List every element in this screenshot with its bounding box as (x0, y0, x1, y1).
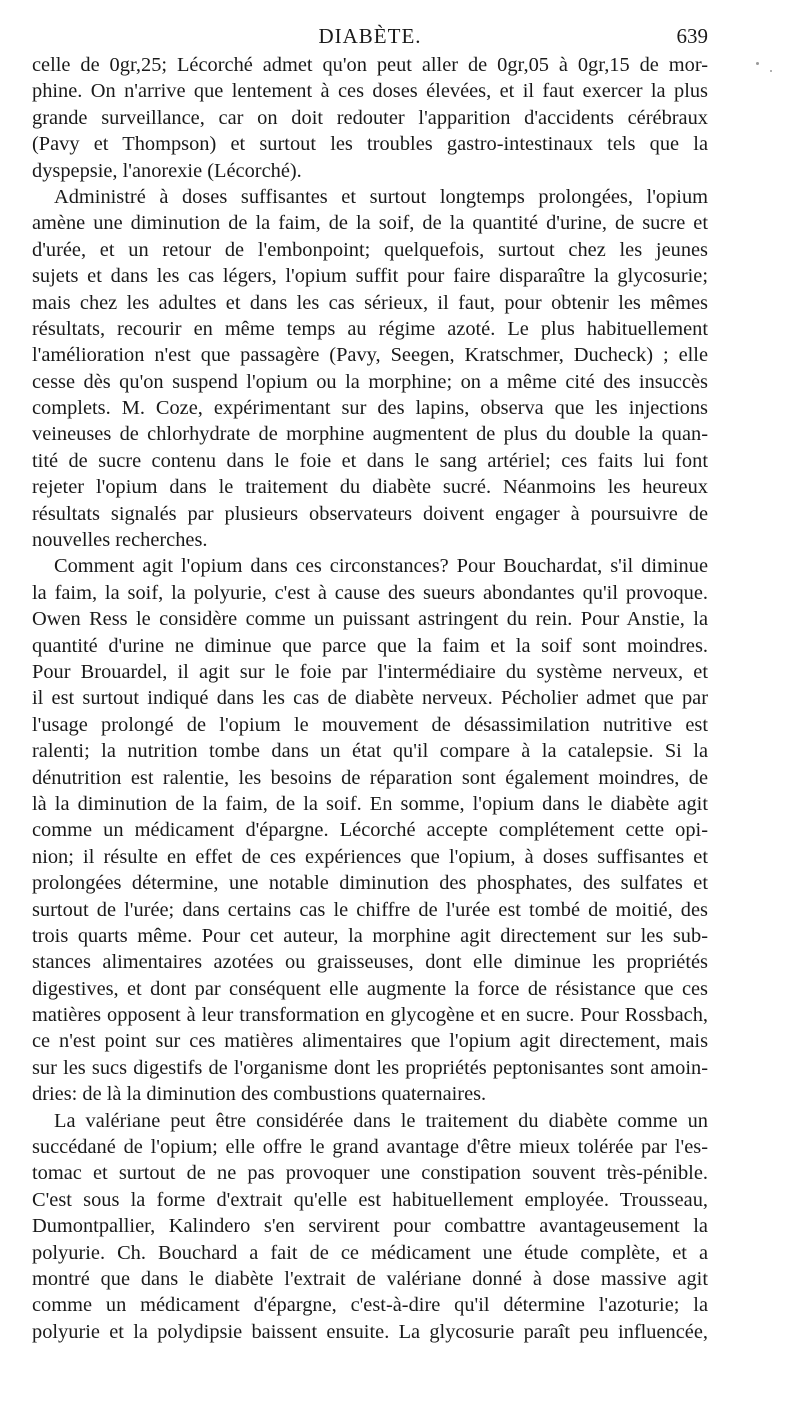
running-title: DIABÈTE. (318, 24, 422, 48)
page-number: 639 (676, 24, 708, 48)
text-line: dénutrition est ralentie, les besoins de réparation sont également moindres, de (32, 766, 708, 789)
text-line: phine. On n'arrive que lentement à ces doses élevées, et il faut exercer la plus (32, 80, 708, 103)
text-line: complets. M. Coze, expérimentant sur des lapins, observa que les injections (32, 397, 708, 420)
text-line: nion; il résulte en effet de ces expériences que l'opium, à doses suffisantes et (32, 845, 708, 868)
text-line: cesse dès qu'on suspend l'opium ou la morphine; on a même cité des insuccès (32, 370, 708, 393)
text-line: Owen Ress le considère comme un puissant astringent du rein. Pour Anstie, la (32, 608, 708, 631)
text-line: mais chez les adultes et dans les cas sérieux, il faut, pour obtenir les mêmes (32, 291, 708, 314)
text-line: Comment agit l'opium dans ces circonstances? Pour Bouchardat, s'il diminue (54, 555, 708, 578)
text-line: montré que dans le diabète l'extrait de valériane donné à dose massive agit (32, 1267, 708, 1290)
text-line: rejeter l'opium dans le traitement du diabète sucré. Néanmoins les heureux (32, 476, 708, 499)
text-line: Administré à doses suffisantes et surtout longtemps prolongées, l'opium (54, 185, 708, 208)
text-line: il est surtout indiqué dans les cas de diabète nerveux. Pécholier admet que par (32, 687, 708, 710)
text-line: prolongées détermine, une notable diminution des phosphates, des sulfates et (32, 872, 708, 895)
text-line: ce n'est point sur ces matières alimentaires que l'opium agit directement, mais (32, 1030, 708, 1053)
text-line: comme un médicament d'épargne, c'est-à-dire qu'il détermine l'azoturie; la (32, 1294, 708, 1317)
text-line: tité de sucre contenu dans le foie et dans le sang artériel; ces faits lui font (32, 449, 708, 472)
text-line: C'est sous la forme d'extrait qu'elle est habituellement employée. Trousseau, (32, 1188, 708, 1211)
text-line: d'urée, et un retour de l'embonpoint; quelquefois, surtout chez les jeunes (32, 238, 708, 261)
text-line: sur les sucs digestifs de l'organisme dont les propriétés peptonisantes sont amoin- (32, 1056, 708, 1079)
text-line: nouvelles recherches. (32, 529, 208, 552)
text-line: La valériane peut être considérée dans le traitement du diabète comme un (54, 1109, 708, 1132)
text-line: comme un médicament d'épargne. Lécorché accepte complétement cette opi- (32, 819, 708, 842)
text-line: veineuses de chlorhydrate de morphine augmentent de plus du double la quan- (32, 423, 708, 446)
text-line: ralenti; la nutrition tombe dans un état qu'il compare à la catalepsie. Si la (32, 740, 708, 763)
text-line: matières opposent à leur transformation en glycogène et en sucre. Pour Rossbach, (32, 1004, 708, 1027)
text-line: polyurie et la polydipsie baissent ensuite. La glycosurie paraît peu influencée, (32, 1320, 708, 1343)
text-line: succédané de l'opium; elle offre le grand avantage d'être mieux tolérée par l'es- (32, 1136, 708, 1159)
text-line: surtout de l'urée; dans certains cas le chiffre de l'urée est tombé de moitié, des (32, 898, 708, 921)
text-line: (Pavy et Thompson) et surtout les troubles gastro-intestinaux tels que la (32, 133, 708, 156)
text-line: stances alimentaires azotées ou graisseuses, dont elle diminue les propriétés (32, 951, 708, 974)
text-line: l'amélioration n'est que passagère (Pavy, Seegen, Kratschmer, Ducheck) ; elle (32, 344, 708, 367)
text-line: digestives, et dont par conséquent elle augmente la force de résistance que ces (32, 977, 708, 1000)
text-line: sujets et dans les cas légers, l'opium suffit pour faire disparaître la glycosurie; (32, 265, 708, 288)
text-line: amène une diminution de la faim, de la soif, de la quantité d'urine, de sucre et (32, 212, 708, 235)
text-line: Pour Brouardel, il agit sur le foie par l'intermédiaire du système nerveux, et (32, 660, 708, 683)
print-speck (756, 62, 759, 65)
text-line: Dumontpallier, Kalindero s'en servirent pour combattre avantageusement la (32, 1215, 708, 1238)
book-page (32, 20, 708, 1345)
text-line: l'usage prolongé de l'opium le mouvement de désassimilation nutritive est (32, 713, 708, 736)
text-line: tomac et surtout de ne pas provoquer une constipation souvent très-pénible. (32, 1162, 708, 1185)
text-line: quantité d'urine ne diminue que parce que la faim et la soif sont moindres. (32, 634, 708, 657)
text-line: polyurie. Ch. Bouchard a fait de ce médicament une étude complète, et a (32, 1241, 708, 1264)
text-line: résultats, recourir en même temps au régime azoté. Le plus habituellement (32, 317, 708, 340)
body-text (32, 52, 708, 1345)
text-line: là la diminution de la faim, de la soif. En somme, l'opium dans le diabète agit (32, 792, 708, 815)
text-line: celle de 0gr,25; Lécorché admet qu'on peut aller de 0gr,05 à 0gr,15 de mor- (32, 54, 708, 76)
print-speck (770, 70, 772, 72)
text-line: la faim, la soif, la polyurie, c'est à cause des sueurs abondantes qu'il provoque. (32, 581, 708, 604)
text-line: trois quarts même. Pour cet auteur, la morphine agit directement sur les sub- (32, 924, 708, 947)
text-line: grande surveillance, car on doit redouter l'apparition d'accidents cérébraux (32, 106, 708, 129)
text-line: résultats signalés par plusieurs observateurs doivent engager à poursuivre de (32, 502, 708, 525)
text-line: dyspepsie, l'anorexie (Lécorché). (32, 159, 302, 182)
running-head (32, 20, 708, 50)
text-line: dries: de là la diminution des combustions quaternaires. (32, 1083, 487, 1106)
